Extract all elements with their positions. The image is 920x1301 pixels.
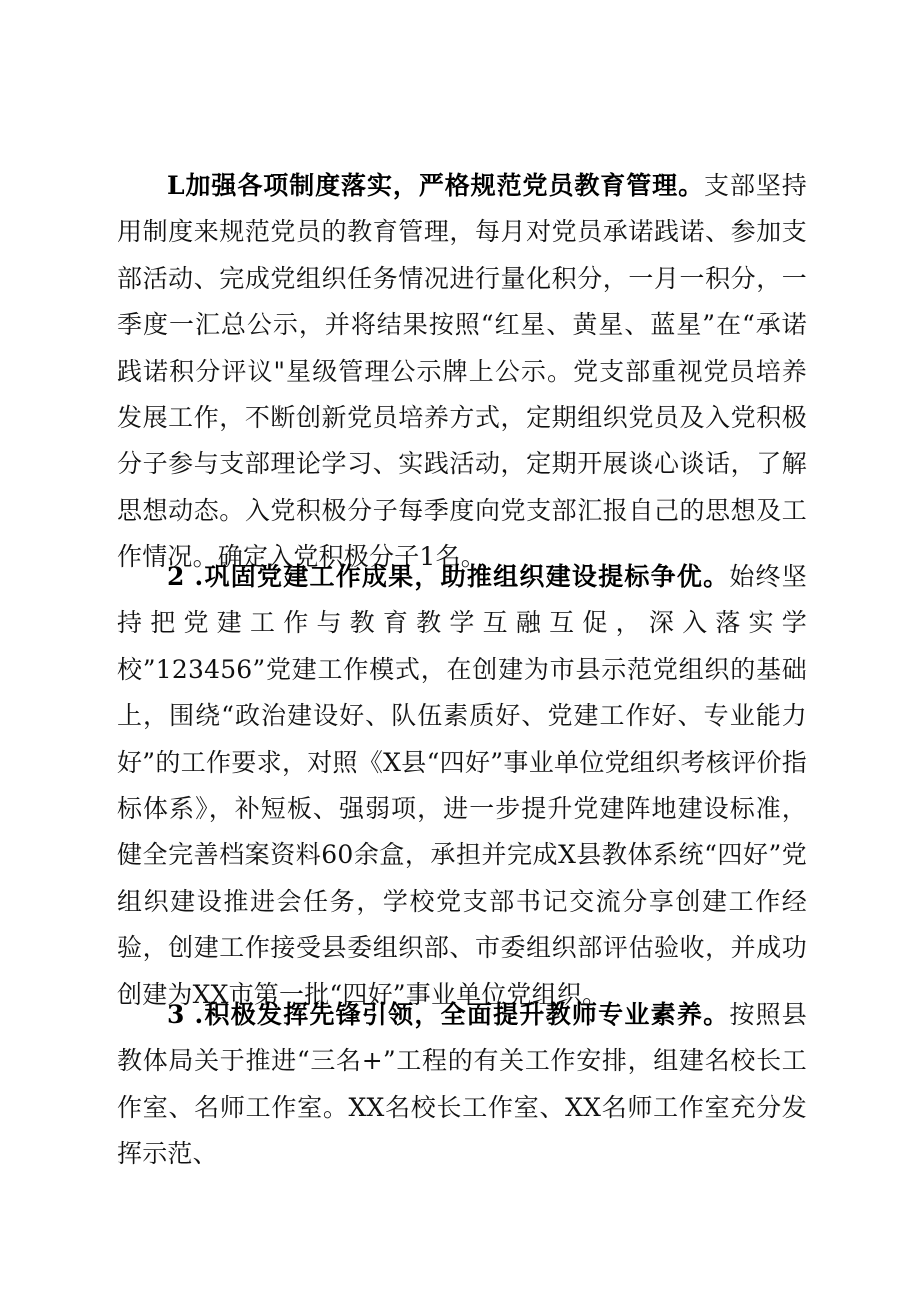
paragraph-3-heading: 3 .积极发挥先锋引领，全面提升教师专业素养。 [167, 1000, 730, 1029]
paragraph-3-body: 按照县教体局关于推进“三名+”工程的有关工作安排，组建名校长工作室、名师工作室。XX名校长工作室、XX名师工作室充分发挥示范、 [117, 1000, 807, 1169]
paragraph-1-heading: L加强各项制度落实，严格规范党员教育管理。 [167, 171, 705, 200]
paragraph-1 [117, 163, 807, 581]
paragraph-2-heading: 2 .巩固党建工作成果，助推组织建设提标争优。 [167, 562, 730, 591]
paragraph-1-body: 支部坚持用制度来规范党员的教育管理，每月对党员承诺践诺、参加支部活动、完成党组织任务情况进行量化积分，一月一积分，一季度一汇总公示，并将结果按照“红星、黄星、蓝星”在“承诺践诺积分评议"星级管理公示牌上公示。党支部重视党员培养发展工作，不断创新党员培养方式，定期组织党员及入党积极分子参与支部理论学习、实践活动，定期开展谈心谈话，了解思想动态。入党积极分子每季度向党支部汇报自己的思想及工作情况。确定入党积极分子1名。 [117, 171, 807, 572]
paragraph-2-body: 始终坚持把党建工作与教育教学互融互促，深入落实学校”123456”党建工作模式，在创建为市县示范党组织的基础上，围绕“政治建设好、队伍素质好、党建工作好、专业能力好”的工作要求，对照《X县“四好”事业单位党组织考核评价指标体系》，补短板、强弱项，进一步提升党建阵地建设标准，健全完善档案资料60余盒，承担并完成X县教体系统“四好”党组织建设推进会任务，学校党支部书记交流分享创建工作经验，创建工作接受县委组织部、市委组织部评估验收，并成功创建为XX市第一批“四好”事业单位党组织。 [117, 562, 807, 1009]
paragraph-3 [117, 992, 807, 1178]
paragraph-2 [117, 554, 807, 1018]
